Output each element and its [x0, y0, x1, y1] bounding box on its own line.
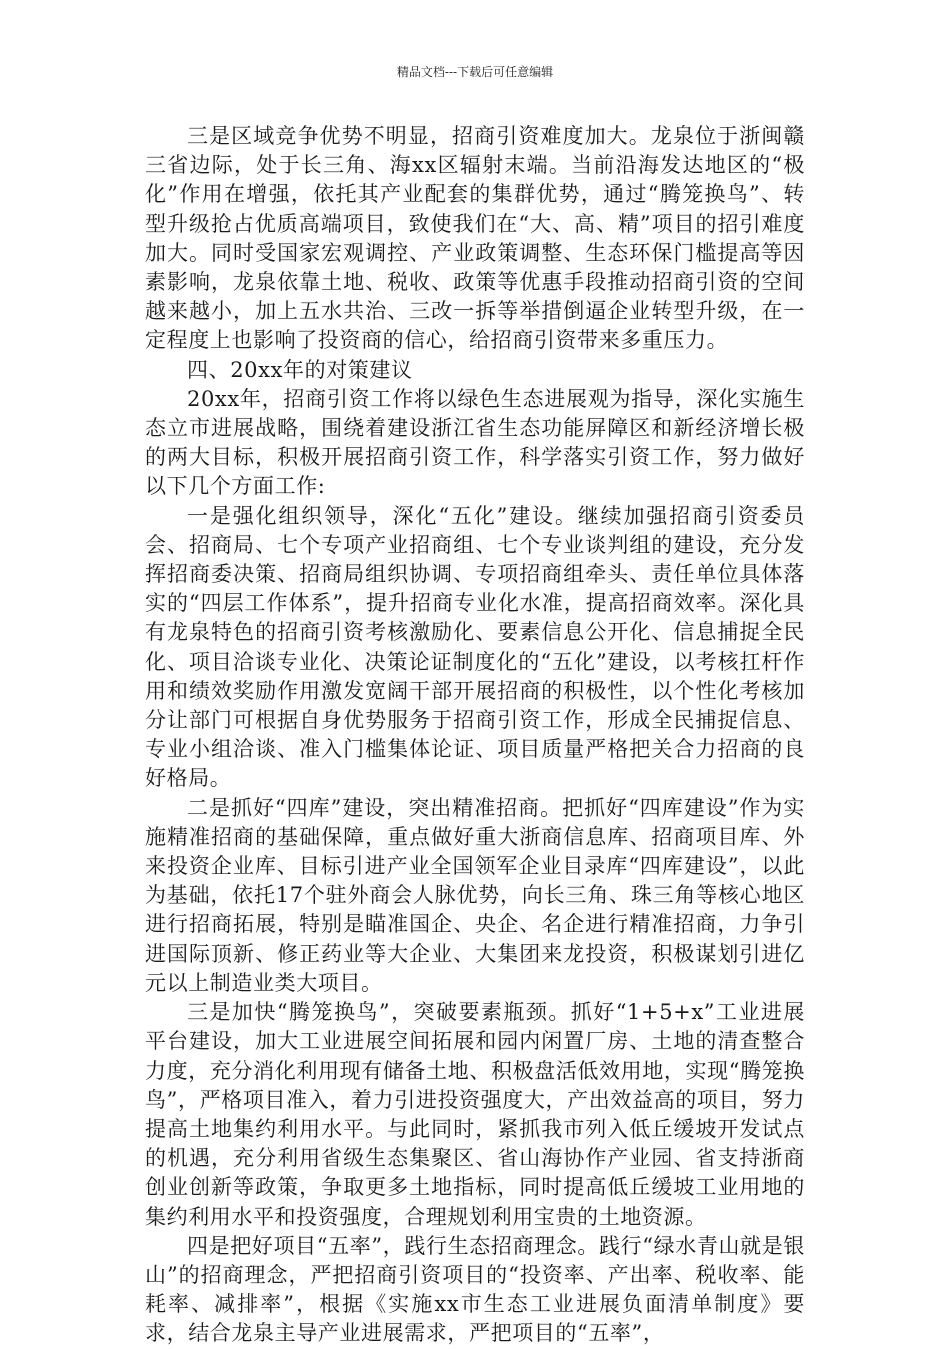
paragraph-regional-competition: 三是区域竞争优势不明显，招商引资难度加大。龙泉位于浙闽赣三省边际，处于长三角、海xx区辐射末端。当前沿海发达地区的“极化”作用在增强，依托其产业配套的集群优势，通过“腾笼换鸟”、转型升级抢占优质高端项目，致使我们在“大、高、精”项目的招引难度加大。同时受国家宏观调控、产业政策调整、生态环保门槛提高等因素影响，龙泉依靠土地、税收、政策等优惠手段推动招商引资的空间越来越小，加上五水共治、三改一拆等举措倒逼企业转型升级，在一定程度上也影响了投资商的信心，给招商引资带来多重压力。: [145, 124, 805, 353]
paragraph-land-resources: 三是加快“腾笼换鸟”，突破要素瓶颈。抓好“1+5+x”工业进展平台建设，加大工业进展空间拓展和园内闲置厂房、土地的清查整合力度，充分消化利用现有储备土地、积极盘活低效用地，实现“腾笼换鸟”，严格项目准入，着力引进投资强度大，产出效益高的项目，努力提高土地集约利用水平。与此同时，紧抓我市列入低丘缓坡开发试点的机遇，充分利用省级生态集聚区、省山海协作产业园、省支持浙商创业创新等政策，争取更多土地指标，同时提高低丘缓坡工业用地的集约利用水平和投资强度，合理规划利用宝贵的土地资源。: [145, 1000, 805, 1229]
paragraph-four-libraries: 二是抓好“四库”建设，突出精准招商。把抓好“四库建设”作为实施精准招商的基础保障，重点做好重大浙商信息库、招商项目库、外来投资企业库、目标引进产业全国领军企业目录库“四库建设”，以此为基础，依托17个驻外商会人脉优势，向长三角、珠三角等核心地区进行招商拓展，特别是瞄准国企、央企、名企进行精准招商，力争引进国际顶新、修正药业等大企业、大集团来龙投资，积极谋划引进亿元以上制造业类大项目。: [145, 795, 805, 995]
paragraph-five-rates: 四是把好项目“五率”，践行生态招商理念。践行“绿水青山就是银山”的招商理念，严把招商引资项目的“投资率、产出率、税收率、能耗率、减排率”，根据《实施xx市生态工业进展负面清单制度》要求，结合龙泉主导产业进展需求，严把项目的“五率”，: [145, 1233, 805, 1346]
page-header: 精品文档---下载后可任意编辑: [396, 65, 554, 79]
paragraph-overview: 20xx年，招商引资工作将以绿色生态进展观为指导，深化实施生态立市进展战略，围绕着建设浙江省生态功能屏障区和新经济增长极的两大目标，积极开展招商引资工作，科学落实引资工作，努力做好以下几个方面工作:: [145, 386, 805, 499]
document-body: [145, 122, 805, 1349]
paragraph-organization: 一是强化组织领导，深化“五化”建设。继续加强招商引资委员会、招商局、七个专项产业招商组、七个专业谈判组的建设，充分发挥招商委决策、招商局组织协调、专项招商组牵头、责任单位具体落实的“四层工作体系”，提升招商专业化水准，提高招商效率。深化具有龙泉特色的招商引资考核激励化、要素信息公开化、信息捕捉全民化、项目洽谈专业化、决策论证制度化的“五化”建设，以考核扛杆作用和绩效奖励作用激发宽阔干部开展招商的积极性，以个性化考核加分让部门可根据自身优势服务于招商引资工作，形成全民捕捉信息、专业小组洽谈、准入门槛集体论证、项目质量严格把关合力招商的良好格局。: [145, 503, 805, 791]
section-heading-countermeasures: 四、20xx年的对策建议: [187, 357, 413, 382]
